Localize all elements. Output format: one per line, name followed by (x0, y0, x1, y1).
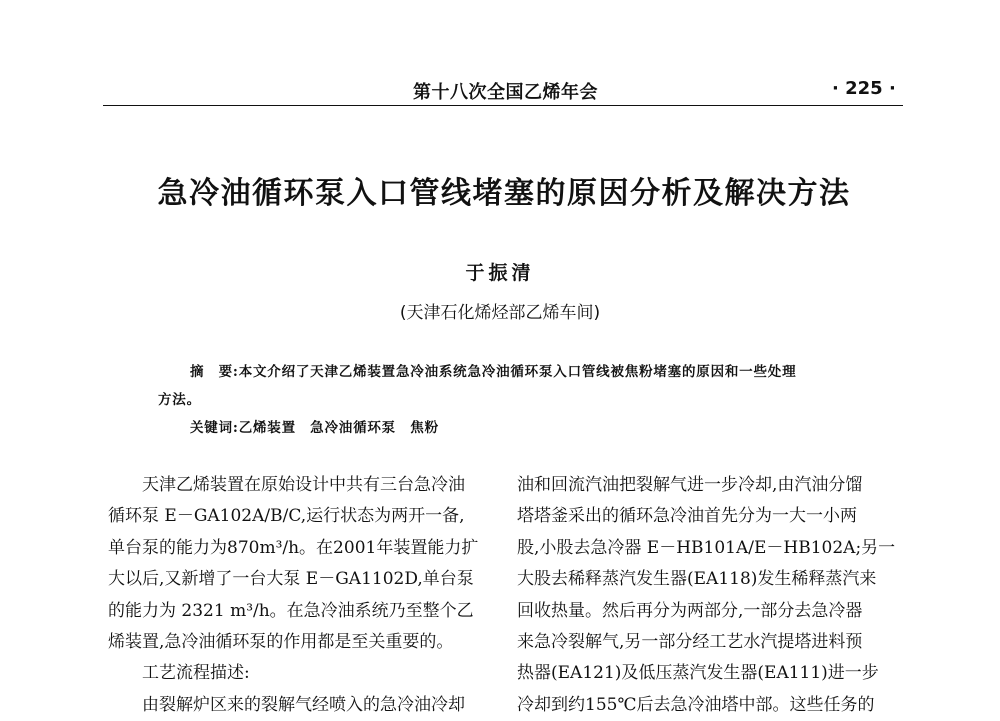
body-line: 的能力为 2321 m³/h。在急冷油系统乃至整个乙 (108, 600, 474, 621)
header-rule (103, 105, 903, 106)
body-line: 热器(EA121)及低压蒸汽发生器(EA111)进一步 (517, 663, 879, 684)
body-line: 股,小股去急冷器 E－HB101A/E－HB102A;另一 (517, 537, 896, 558)
body-line: 回收热量。然后再分为两部分,一部分去急冷器 (517, 600, 863, 621)
body-line: 单台泵的能力为870m³/h。在2001年装置能力扩 (108, 537, 479, 558)
affiliation: (天津石化烯烃部乙烯车间) (399, 303, 601, 323)
body-line: 冷却到约155℃后去急冷油塔中部。这些任务的 (517, 694, 875, 715)
abstract-line-1 (190, 360, 796, 380)
keywords-line (190, 416, 439, 436)
body-line: 油和回流汽油把裂解气进一步冷却,由汽油分馏 (517, 475, 863, 495)
keywords-label: 关键词: (190, 420, 239, 436)
author: 于振清 (465, 262, 535, 284)
body-line: 烯装置,急冷油循环泵的作用都是至关重要的。 (108, 632, 454, 653)
abstract-text-1: 本文介绍了天津乙烯装置急冷油系统急冷油循环泵入口管线被焦粉堵塞的原因和一些处理 (238, 364, 797, 380)
body-line: 大以后,又新增了一台大泵 E－GA1102D,单台泵 (108, 569, 474, 590)
body-line: 来急冷裂解气,另一部分经工艺水汽提塔进料预 (517, 632, 863, 653)
keywords-text: 乙烯装置 急冷油循环泵 焦粉 (238, 420, 439, 436)
body-line: 循环泵 E－GA102A/B/C,运行状态为两开一备, (108, 506, 465, 527)
paper-title: 急冷油循环泵入口管线堵塞的原因分析及解决方法 (157, 176, 851, 211)
body-line: 塔塔釜采出的循环急冷油首先分为一大一小两 (517, 506, 857, 527)
abstract-line-2: 方法。 (158, 392, 201, 408)
body-column-right (517, 470, 905, 721)
body-column-left (108, 470, 480, 721)
abstract-label: 摘 要: (190, 364, 239, 380)
body-line: 由裂解炉区来的裂解气经喷入的急冷油冷却 (108, 694, 465, 715)
page-number: · 225 · (832, 78, 896, 99)
body-line: 大股去稀释蒸汽发生器(EA118)发生稀释蒸汽来 (517, 569, 877, 590)
body-line: 工艺流程描述: (108, 663, 250, 684)
body-line: 天津乙烯装置在原始设计中共有三台急冷油 (108, 475, 465, 495)
running-header: 第十八次全国乙烯年会 (413, 82, 598, 103)
